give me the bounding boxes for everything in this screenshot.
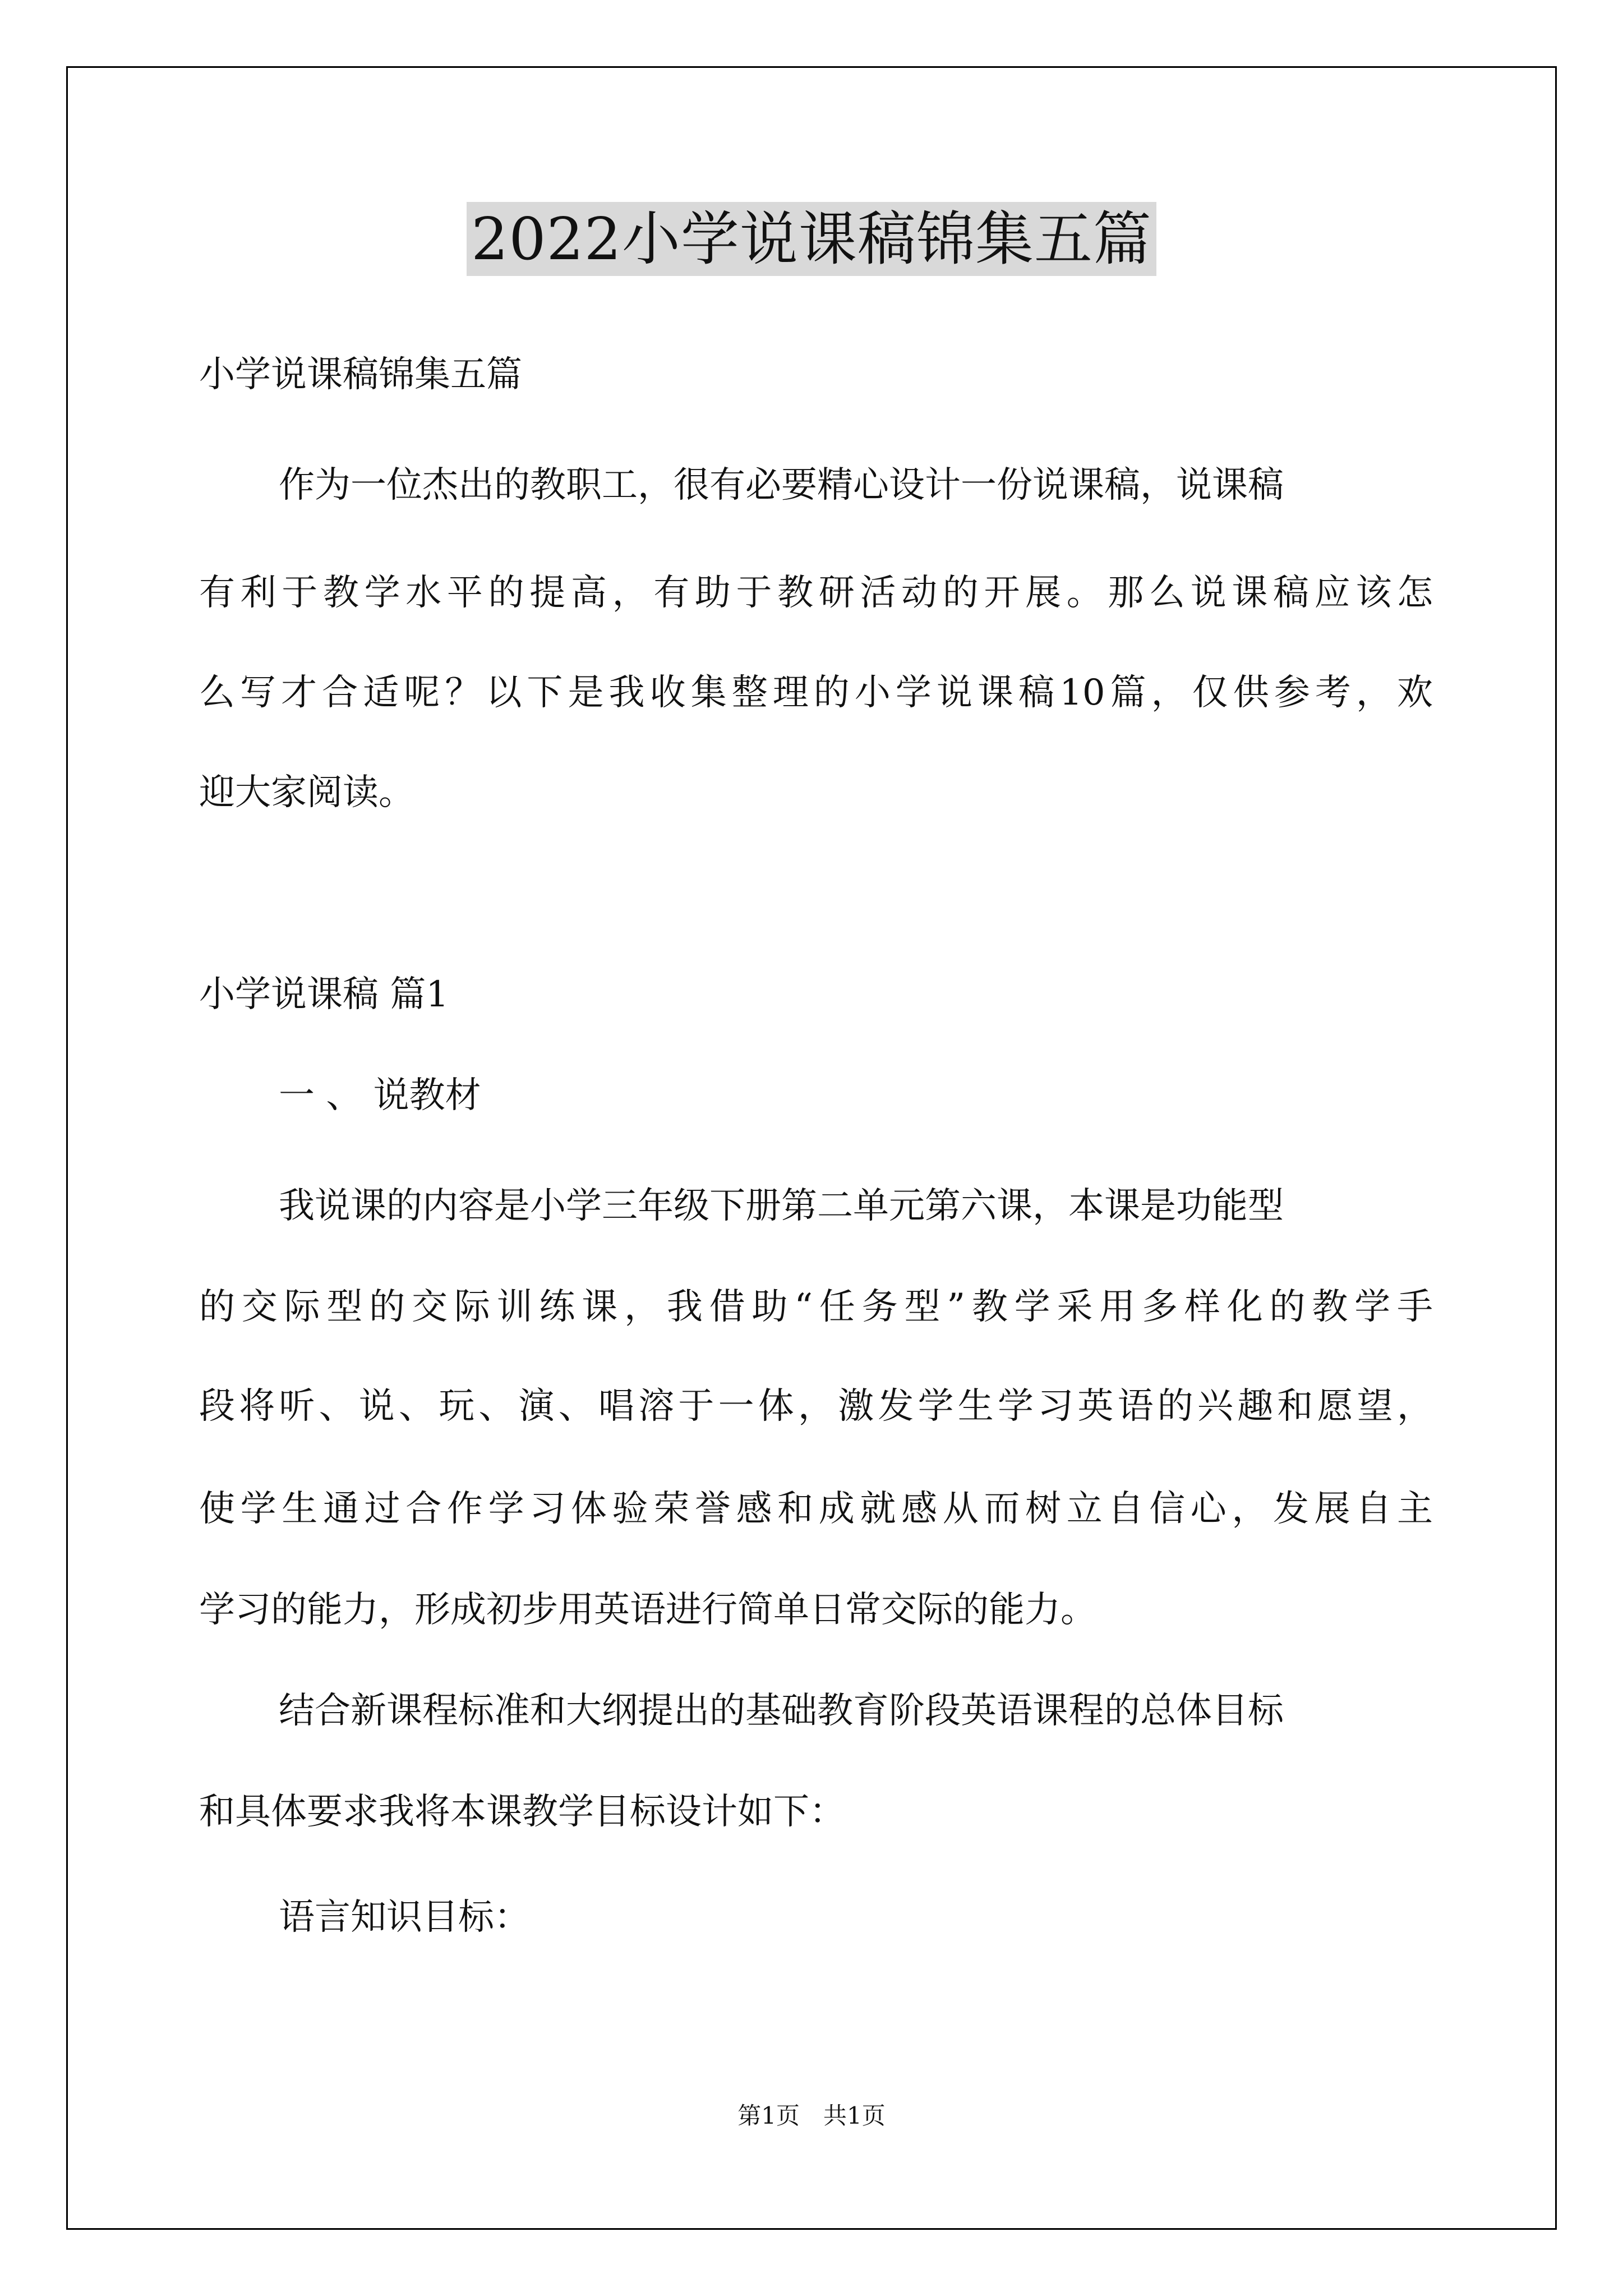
- page-footer: 第1页 共1页: [737, 2102, 886, 2129]
- para3-line-1: 语言知识目标：: [279, 1897, 530, 1938]
- document-subtitle: 小学说课稿锦集五篇: [199, 354, 522, 395]
- intro-line-4: 迎大家阅读。: [199, 772, 414, 813]
- subheading-teaching-material: 一 、 说教材: [279, 1075, 481, 1116]
- para1-line-1: 我说课的内容是小学三年级下册第二单元第六课，本课是功能型: [279, 1185, 1284, 1227]
- para1-line-2: 的交际型的交际训练课，我借助“任务型”教学采用多样化的教学手: [199, 1286, 1433, 1328]
- document-title: 2022小学说课稿锦集五篇: [467, 202, 1156, 276]
- intro-line-1: 作为一位杰出的教职工，很有必要精心设计一份说课稿，说课稿: [279, 464, 1284, 506]
- section-heading: 小学说课稿 篇1: [199, 974, 449, 1015]
- para1-line-3: 段将听、说、玩、演、唱溶于一体，激发学生学习英语的兴趣和愿望，: [199, 1386, 1433, 1427]
- intro-line-2: 有利于教学水平的提高，有助于教研活动的开展。那么说课稿应该怎: [199, 572, 1433, 614]
- para2-line-2: 和具体要求我将本课教学目标设计如下：: [199, 1791, 845, 1833]
- para2-line-1: 结合新课程标准和大纲提出的基础教育阶段英语课程的总体目标: [279, 1690, 1284, 1732]
- intro-line-3: 么写才合适呢？以下是我收集整理的小学说课稿10篇，仅供参考，欢: [199, 672, 1433, 714]
- para1-line-5: 学习的能力，形成初步用英语进行简单日常交际的能力。: [199, 1589, 1096, 1631]
- para1-line-4: 使学生通过合作学习体验荣誉感和成就感从而树立自信心，发展自主: [199, 1488, 1433, 1530]
- title-container: [0, 202, 1623, 276]
